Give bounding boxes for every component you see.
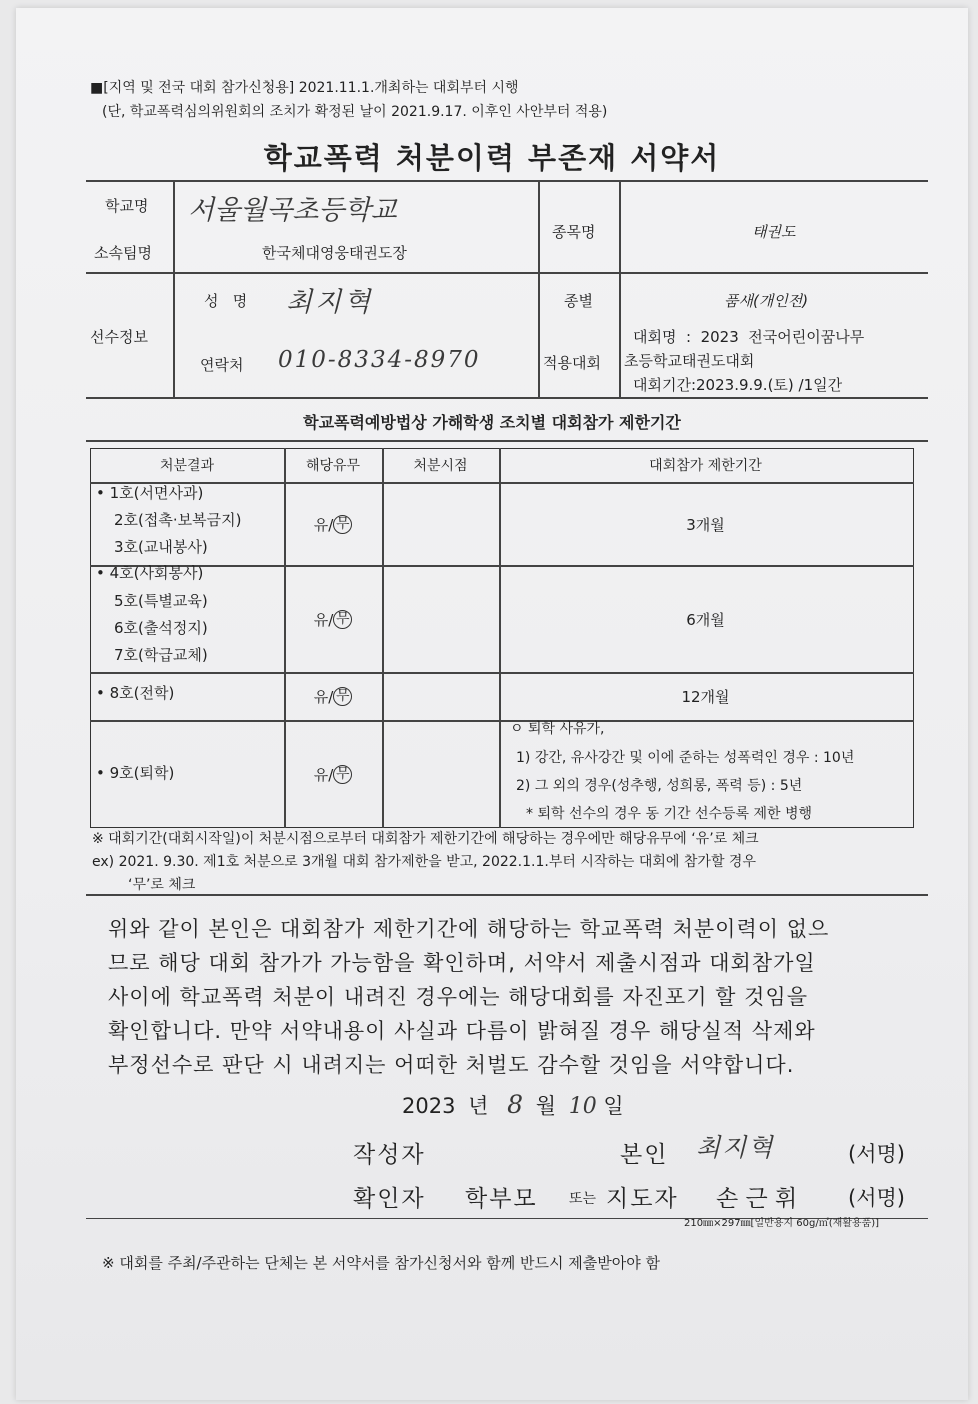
info-col-divider-2 bbox=[538, 180, 540, 397]
parent-label: 학부모 bbox=[465, 1186, 538, 1212]
date-day-handwritten: 10 bbox=[568, 1094, 597, 1119]
contact-value-handwritten: 010-8334-8970 bbox=[278, 347, 481, 373]
info-col-divider-3 bbox=[619, 180, 621, 397]
info-divider bbox=[86, 272, 928, 274]
note-1: ※ 대회기간(대회시작일)이 처분시점으로부터 대회참가 제한기간에 해당하는 경우에만 해당유무에 ‘유’로 체크 bbox=[92, 831, 759, 847]
row2-check-no-circled: 무 bbox=[333, 610, 352, 629]
sport-label: 종목명 bbox=[552, 223, 596, 241]
name-value-handwritten: 최지혁 bbox=[286, 287, 374, 318]
competition-period: 대회기간:2023.9.9.(토) /1일간 bbox=[633, 376, 843, 394]
table-col-divider-2 bbox=[382, 448, 384, 828]
col-header-period: 대회참가 제한기간 bbox=[649, 458, 762, 474]
player-info-label: 선수정보 bbox=[90, 328, 148, 346]
competition-label: 적용대회 bbox=[543, 354, 601, 372]
event-label: 종별 bbox=[564, 292, 593, 310]
note-3: ‘무’로 체크 bbox=[128, 877, 196, 893]
competition-name-line2: 초등학교태권도대회 bbox=[624, 352, 755, 370]
team-value: 한국체대영웅태권도장 bbox=[262, 244, 407, 262]
writer-label: 작성자 bbox=[353, 1142, 426, 1168]
team-label: 소속팀명 bbox=[94, 244, 152, 262]
self-label: 본인 bbox=[620, 1142, 669, 1168]
info-col-divider-1 bbox=[173, 180, 175, 397]
contact-label: 연락처 bbox=[200, 356, 244, 374]
col-header-result: 처분결과 bbox=[159, 458, 215, 474]
header-line-1: ■[지역 및 전국 대회 참가신청용] 2021.11.1.개최하는 대회부터 시행 bbox=[90, 80, 519, 96]
note-2: ex) 2021. 9.30. 제1호 처분으로 3개월 대회 참가제한을 받고, 2022.1.1.부터 시작하는 대회에 참가할 경우 bbox=[92, 854, 756, 870]
self-sign-mark[interactable]: (서명) bbox=[848, 1142, 905, 1166]
row1-check[interactable] bbox=[284, 484, 382, 564]
paper-spec: 210㎜×297㎜[일반용지 60g/㎡(재활용품)] bbox=[684, 1218, 880, 1229]
info-top-border bbox=[86, 180, 928, 182]
pledge-line-3: 사이에 학교폭력 처분이 내려진 경우에는 해당대회를 자진포기 할 것임을 bbox=[108, 985, 808, 1009]
row4-check-yes: 유/ bbox=[313, 765, 334, 784]
school-label: 학교명 bbox=[105, 197, 149, 215]
date-year-unit: 년 bbox=[468, 1094, 489, 1118]
row4-detail-3: 2) 그 외의 경우(성추행, 성희롱, 폭력 등) : 5년 bbox=[516, 778, 803, 794]
row3-item-1: • 8호(전학) bbox=[96, 684, 175, 702]
row2-period: 6개월 bbox=[686, 610, 725, 629]
row4-detail-1: ㅇ 퇴학 사유가, bbox=[510, 721, 605, 737]
row3-check-no-circled: 무 bbox=[333, 687, 352, 706]
pledge-line-5: 부정선수로 판단 시 내려지는 어떠한 처벌도 감수할 것임을 서약합니다. bbox=[108, 1053, 795, 1077]
row1-item-2: 2호(접촉·보복금지) bbox=[114, 511, 242, 529]
col-header-date: 처분시점 bbox=[413, 458, 468, 474]
page-title: 학교폭력 처분이력 부존재 서약서 bbox=[263, 141, 721, 175]
row4-item-1: • 9호(퇴학) bbox=[96, 764, 175, 782]
date-year: 2023 bbox=[402, 1094, 456, 1118]
date-month-unit: 월 bbox=[535, 1094, 557, 1118]
row2-item-1: • 4호(사회봉사) bbox=[96, 564, 204, 582]
restriction-heading-rule bbox=[86, 440, 928, 442]
document-sheet bbox=[16, 8, 968, 1400]
row1-check-yes: 유/ bbox=[313, 515, 334, 534]
row4-check[interactable] bbox=[284, 722, 382, 826]
pledge-line-1: 위와 같이 본인은 대회참가 제한기간에 해당하는 학교폭력 처분이력이 없으 bbox=[108, 917, 830, 941]
footer-note: ※ 대회를 주최/주관하는 단체는 본 서약서를 참가신청서와 함께 반드시 제출받아야 함 bbox=[102, 1254, 660, 1272]
row2-check-yes: 유/ bbox=[313, 610, 334, 629]
notes-bottom-rule bbox=[86, 894, 928, 896]
confirmer-label: 확인자 bbox=[353, 1186, 426, 1212]
or-label: 또는 bbox=[569, 1191, 597, 1207]
row1-period: 3개월 bbox=[686, 515, 725, 534]
school-value-handwritten: 서울월곡초등학교 bbox=[188, 195, 397, 226]
row2-item-4: 7호(학급교체) bbox=[114, 646, 208, 664]
date-day-unit: 일 bbox=[603, 1094, 624, 1118]
name-label: 성 명 bbox=[204, 292, 248, 310]
self-name-handwritten: 최지혁 bbox=[696, 1133, 775, 1162]
pledge-line-4: 확인합니다. 만약 서약내용이 사실과 다름이 밝혀질 경우 해당실적 삭제와 bbox=[108, 1019, 816, 1043]
info-bottom-border bbox=[86, 397, 928, 399]
row4-detail-4: * 퇴학 선수의 경우 동 기간 선수등록 제한 병행 bbox=[526, 806, 813, 822]
row4-check-no-circled: 무 bbox=[333, 765, 352, 784]
row3-check-yes: 유/ bbox=[313, 688, 334, 706]
row2-item-2: 5호(특별교육) bbox=[114, 592, 208, 610]
row2-check[interactable] bbox=[284, 567, 382, 671]
competition-name: 대회명 : 2023 전국어린이꿈나무 bbox=[633, 328, 865, 346]
row4-detail-2: 1) 강간, 유사강간 및 이에 준하는 성폭력인 경우 : 10년 bbox=[516, 750, 855, 766]
coach-sign-mark[interactable]: (서명) bbox=[848, 1186, 905, 1210]
header-line-2: (단, 학교폭력심의위원회의 조치가 확정된 날이 2021.9.17. 이후인 사안부터 적용) bbox=[102, 104, 608, 120]
col-header-applicable: 해당유무 bbox=[305, 458, 361, 474]
row1-item-3: 3호(교내봉사) bbox=[114, 538, 208, 556]
row2-item-3: 6호(출석정지) bbox=[114, 619, 208, 637]
coach-name: 손 근 휘 bbox=[716, 1186, 798, 1212]
restriction-heading: 학교폭력예방법상 가해학생 조치별 대회참가 제한기간 bbox=[303, 413, 681, 432]
row3-check[interactable] bbox=[284, 674, 382, 719]
date-month-handwritten: 8 bbox=[507, 1090, 524, 1119]
row1-item-1: • 1호(서면사과) bbox=[96, 484, 204, 502]
coach-label: 지도자 bbox=[606, 1186, 679, 1212]
sport-value: 태권도 bbox=[752, 223, 796, 241]
pledge-line-2: 므로 해당 대회 참가가 가능함을 확인하며, 서약서 제출시점과 대회참가일 bbox=[108, 951, 816, 975]
row1-check-no-circled: 무 bbox=[333, 515, 352, 534]
row3-period: 12개월 bbox=[681, 688, 730, 706]
table-row-rule-3 bbox=[90, 720, 914, 722]
event-value: 품새(개인전) bbox=[724, 292, 809, 310]
date-line bbox=[402, 1090, 624, 1120]
